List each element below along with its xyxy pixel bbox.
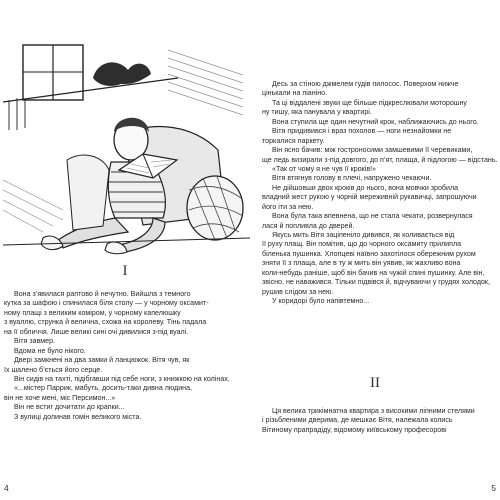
body-text (262, 80, 498, 307)
text-line: Якусь мить Вітя заціпеніло дивився, як коливається від (272, 231, 455, 239)
chapter-numeral: I (122, 263, 128, 279)
text-line: Вітиному прапрадіду, відомому київському професорові (262, 425, 447, 434)
text-line: Не дійшовши двох кроків до нього, вона мовчки зробила (272, 183, 459, 192)
text-line: і різьбленими дверима, де мешкає Вітя, належала колись (262, 416, 453, 425)
page-number: 5 (491, 483, 496, 493)
text-line: лася й попливла до дверей. (262, 221, 355, 230)
page-number: 4 (4, 483, 9, 493)
text-line: ному плащі з великим коміром, у чорному капелюшку (4, 308, 181, 317)
text-line: цінькали на піаніно. (262, 89, 328, 98)
text-line: Вітя завмер. (14, 337, 55, 346)
text-line: У коридорі було напівтемно... (272, 297, 370, 306)
text-line: Вітя втягнув голову в плечі, напружено чекаючи. (272, 174, 432, 183)
text-line: ще ледь визирали з-під довгого, до п’ят, плаща, й підлогою — відстань. (262, 155, 498, 164)
text-line: Десь за стіною джмелем гудів пилосос. Поверхом нижче (272, 80, 459, 88)
text-line: Вона ступила ще один нечутний крок, наближаючись до нього. (272, 117, 479, 126)
text-line: з вуаллю, струнка й велична, схожа на королеву. Тінь падала (4, 318, 207, 327)
text-line: звісно, не наважився. Тільки підвівся й, відчуваючи у грудях холодок, (262, 278, 490, 287)
boy-reading-illustration (3, 40, 250, 255)
text-line: її руху плащ. Він помітив, що до чорного оксамиту прилипла (262, 240, 462, 249)
text-line: Він ясно бачив: між гостроносими замшевими її черевиками, (272, 146, 473, 155)
text-line: ну тишу, яка панувала у квартирі. (262, 108, 372, 117)
text-line: Він сидів на тахті, підібгавши під себе ноги, з книжкою на колінах. (14, 374, 230, 383)
text-line: Вона була така впевнена, що не стала чекати, розвернулася (272, 212, 473, 221)
text-line: на її обличчя. Лише великі сині очі дивилися з-під вуалі. (4, 327, 189, 336)
text-line: «...містер Паррик, мабуть, досить-таки дивна людина, (14, 384, 192, 393)
text-line: Вітя придивився і враз похолов — ноги незнайомки не (272, 127, 452, 136)
text-line: торкалися паркету. (262, 136, 325, 145)
right-page (250, 0, 500, 500)
text-line: Двері замкнені на два замки й ланцюжок. Вітя чув, як (14, 356, 190, 365)
text-line: Та ці віддалені звуки ще більше підкреслювали моторошну (272, 98, 467, 107)
text-line: він не хоче мені, міс Персимон...» (4, 393, 116, 402)
chapter-numeral: II (370, 375, 380, 391)
text-line: біленька пушинка. Хлопцеві наївно захотілося обережним рухом (262, 249, 476, 258)
text-line: Він не встиг дочитати до крапки... (14, 403, 125, 412)
text-line: Ця велика трикімнатна квартира з високими ліпними стелями (272, 407, 475, 415)
body-text (262, 407, 493, 435)
text-line: зняти її з плаща, але в ту ж мить він уявив, як жахливо вона (262, 259, 461, 268)
body-text (4, 290, 242, 422)
text-line: «Так от чому я не чув її кроків!» (272, 164, 377, 173)
text-line: Вдома не було нікого. (14, 346, 86, 355)
text-line: їх шалено б’ється його серце. (4, 365, 103, 374)
text-line: Вона з’явилася раптово й нечутно. Вийшла з темного (14, 290, 191, 298)
text-line: його іти за нею. (262, 202, 314, 211)
text-line: рушив слідом за нею. (262, 287, 334, 296)
text-line: коли-небудь раніше, щоб він бачив на чужій спині пушинку. Але він, (262, 268, 485, 277)
text-line: З вулиці долинав гомін великого міста. (14, 412, 142, 421)
text-line: владний жест рукою у чорній мереживній рукавичці, запрошуючи (262, 193, 477, 202)
text-line: кутка за шафою і спинилася біля столу — у чорному оксамит- (4, 299, 209, 308)
